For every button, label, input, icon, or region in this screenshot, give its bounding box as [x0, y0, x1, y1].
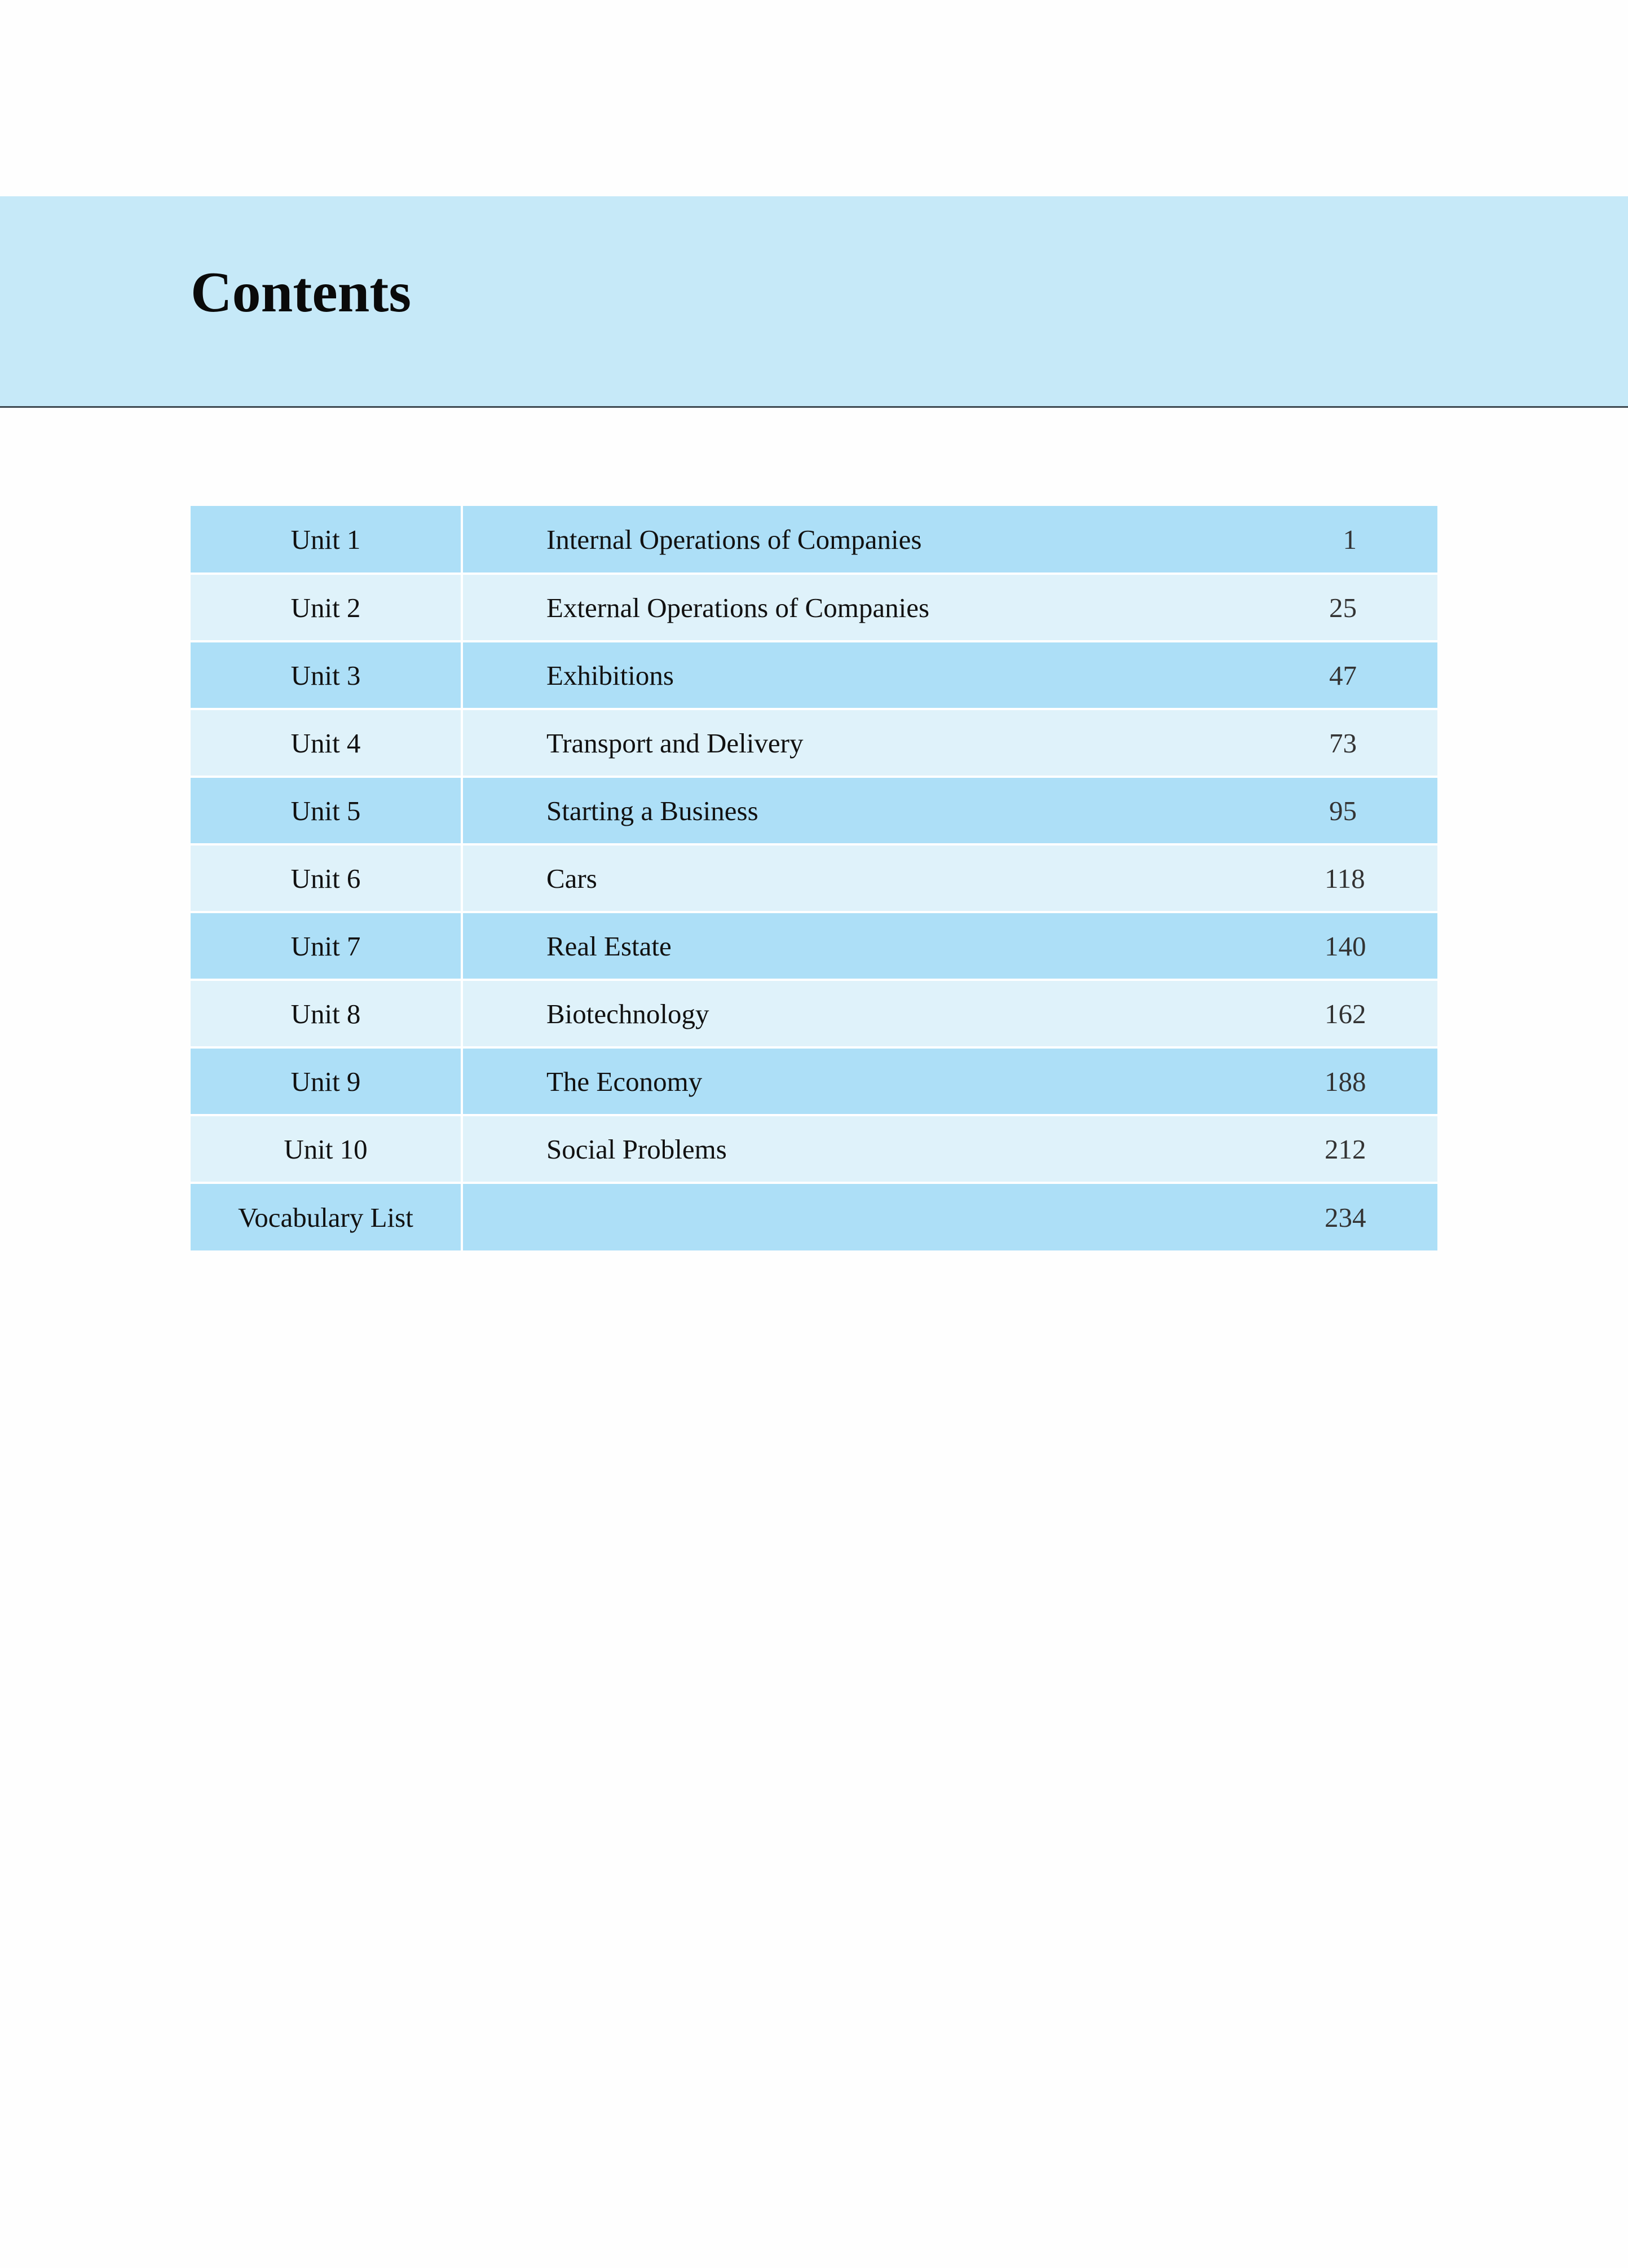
table-row[interactable] — [191, 506, 1437, 574]
unit-title: Exhibitions — [462, 641, 1325, 709]
table-row[interactable] — [191, 574, 1437, 641]
unit-label: Unit 1 — [191, 506, 462, 574]
unit-label: Unit 8 — [191, 980, 462, 1047]
table-row[interactable] — [191, 709, 1437, 777]
table-row[interactable] — [191, 980, 1437, 1047]
page-number: 118 — [1325, 844, 1437, 912]
unit-title: Starting a Business — [462, 777, 1325, 844]
unit-label: Unit 10 — [191, 1115, 462, 1183]
unit-label: Unit 6 — [191, 844, 462, 912]
unit-label: Unit 9 — [191, 1047, 462, 1115]
page-number: 140 — [1325, 912, 1437, 980]
table-row[interactable] — [191, 641, 1437, 709]
table-row[interactable] — [191, 1183, 1437, 1250]
contents-table — [191, 506, 1437, 1250]
table-row[interactable] — [191, 912, 1437, 980]
page-number: 188 — [1325, 1047, 1437, 1115]
unit-label: Unit 3 — [191, 641, 462, 709]
unit-title — [462, 1183, 1325, 1250]
page-number: 234 — [1325, 1183, 1437, 1250]
page-number: 47 — [1325, 641, 1437, 709]
page-number: 162 — [1325, 980, 1437, 1047]
page-number: 1 — [1325, 506, 1437, 574]
unit-label: Unit 4 — [191, 709, 462, 777]
page-title: Contents — [191, 261, 412, 324]
unit-title: Biotechnology — [462, 980, 1325, 1047]
unit-title: External Operations of Companies — [462, 574, 1325, 641]
unit-label: Unit 2 — [191, 574, 462, 641]
page-number: 212 — [1325, 1115, 1437, 1183]
unit-title: Cars — [462, 844, 1325, 912]
unit-title: Internal Operations of Companies — [462, 506, 1325, 574]
unit-label: Unit 7 — [191, 912, 462, 980]
unit-title: Social Problems — [462, 1115, 1325, 1183]
page-number: 73 — [1325, 709, 1437, 777]
unit-title: Real Estate — [462, 912, 1325, 980]
unit-title: Transport and Delivery — [462, 709, 1325, 777]
table-row[interactable] — [191, 777, 1437, 844]
vocabulary-list-label: Vocabulary List — [191, 1183, 462, 1250]
page-number: 25 — [1325, 574, 1437, 641]
unit-label: Unit 5 — [191, 777, 462, 844]
table-row[interactable] — [191, 844, 1437, 912]
table-row[interactable] — [191, 1047, 1437, 1115]
unit-title: The Economy — [462, 1047, 1325, 1115]
table-row[interactable] — [191, 1115, 1437, 1183]
page-number: 95 — [1325, 777, 1437, 844]
